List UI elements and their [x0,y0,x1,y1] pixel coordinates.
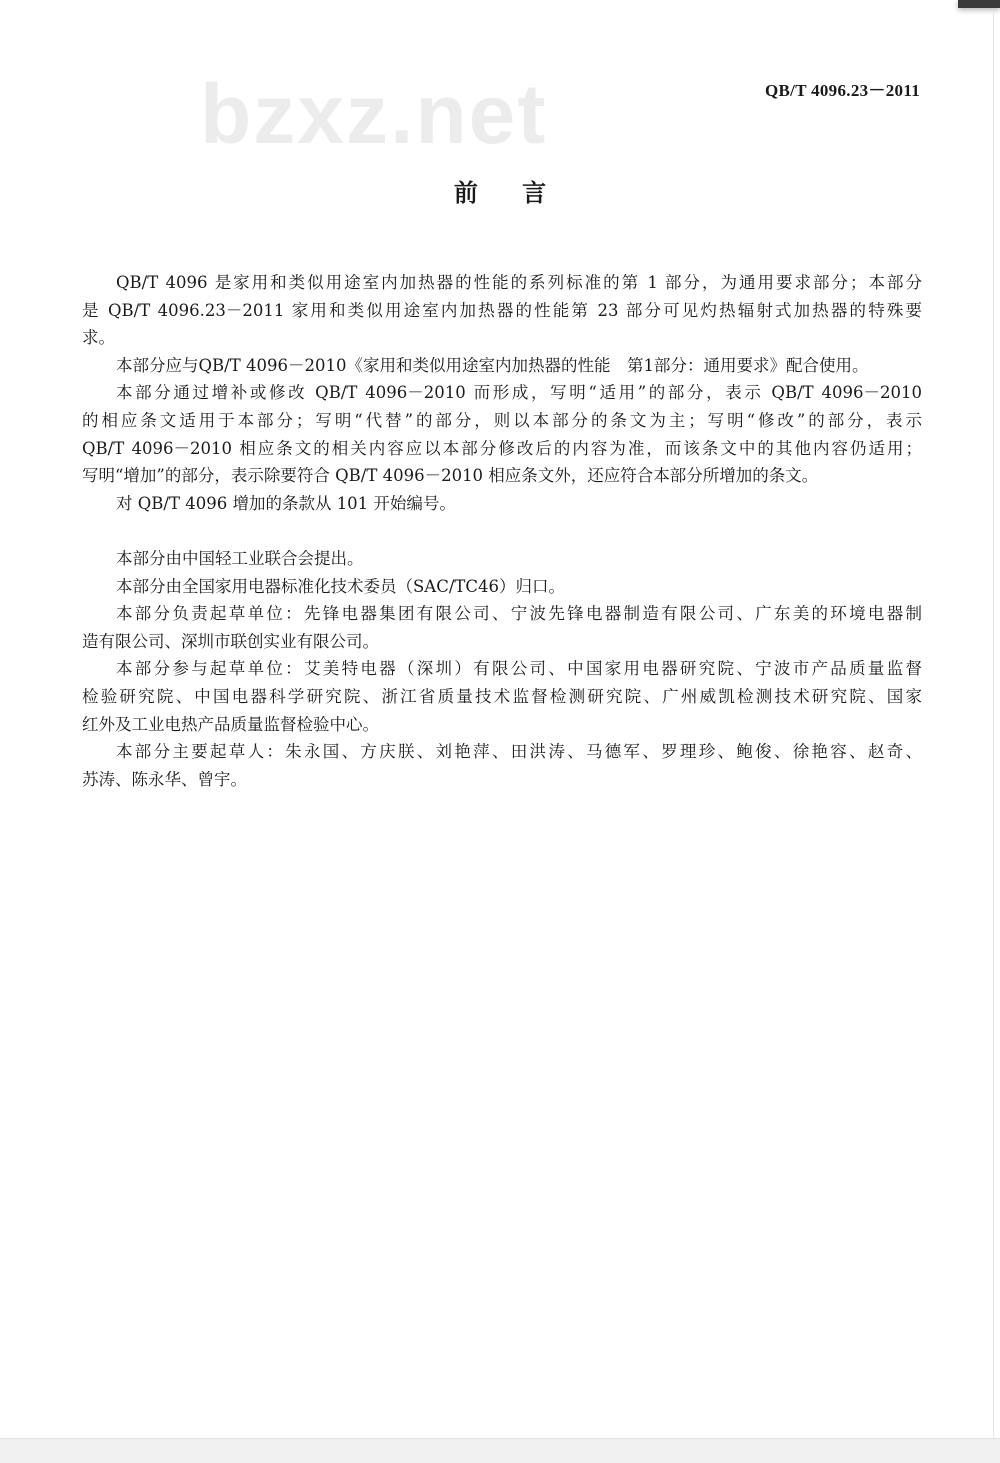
paragraph-line: 本部分主要起草人：朱永国、方庆朕、刘艳萍、田洪涛、马德军、罗理珍、鲍俊、徐艳容、赵奇、 [116,742,922,762]
paragraph [82,573,922,601]
paragraph [82,490,922,518]
paragraph-gap [82,517,922,545]
paragraph-line: 本部分应与QB/T 4096－2010《家用和类似用途室内加热器的性能 第1部分：通用要求》配合使用。 [116,355,869,375]
watermark: bzxz.net [200,67,548,161]
paragraph-line: 本部分参与起草单位：艾美特电器（深圳）有限公司、中国家用电器研究院、宁波市产品质量监督 [116,659,922,679]
paragraph-line: 本部分由全国家用电器标准化技术委员（SAC/TC46）归口。 [116,576,566,596]
paragraph [82,352,922,380]
viewer-corner-tab [958,0,1000,8]
paragraph-line: 写明“增加”的部分，表示除要符合 QB/T 4096－2010 相应条文外，还应符合本部分所增加的条文。 [82,466,819,486]
document-body [82,269,922,793]
page-edge [993,10,994,1440]
paragraph-line: 是 QB/T 4096.23－2011 家用和类似用途室内加热器的性能第 23 部分可见灼热辐射式加热器的特殊要 [82,300,922,320]
standard-number: QB/T 4096.23－2011 [765,81,920,100]
paragraph-line: 造有限公司、深圳市联创实业有限公司。 [82,631,379,651]
paragraph-line: 检验研究院、中国电器科学研究院、浙江省质量技术监督检测研究院、广州威凯检测技术研究院、国家 [82,686,922,706]
paragraph-line: 本部分负责起草单位：先锋电器集团有限公司、宁波先锋电器制造有限公司、广东美的环境电器制 [116,604,922,624]
paragraph [82,269,922,352]
paragraph-line: 对 QB/T 4096 增加的条款从 101 开始编号。 [116,493,456,513]
paragraph-line: 本部分由中国轻工业联合会提出。 [116,548,364,568]
paragraph [82,545,922,573]
paragraph-line: 求。 [82,328,115,348]
paragraph-line: 苏涛、陈永华、曾宇。 [82,769,247,789]
paragraph [82,738,922,793]
paragraph [82,379,922,489]
page-title: 前 言 [453,179,565,207]
paragraph-line: QB/T 4096－2010 相应条文的相关内容应以本部分修改后的内容为准，而该条文中的其他内容仍适用； [82,438,922,458]
paragraph-line: 的相应条文适用于本部分；写明“代替”的部分，则以本部分的条文为主；写明“修改”的部分，表示 [82,410,922,430]
page-bottom-band [0,1438,1000,1463]
paragraph-line: 本部分通过增补或修改 QB/T 4096－2010 而形成，写明“适用”的部分，表示 QB/T 4096－2010 [116,383,922,403]
paragraph [82,600,922,655]
paragraph-line: 红外及工业电热产品质量监督检验中心。 [82,714,379,734]
paragraph-line: QB/T 4096 是家用和类似用途室内加热器的性能的系列标准的第 1 部分，为通用要求部分；本部分 [116,273,922,292]
paragraph [82,655,922,738]
